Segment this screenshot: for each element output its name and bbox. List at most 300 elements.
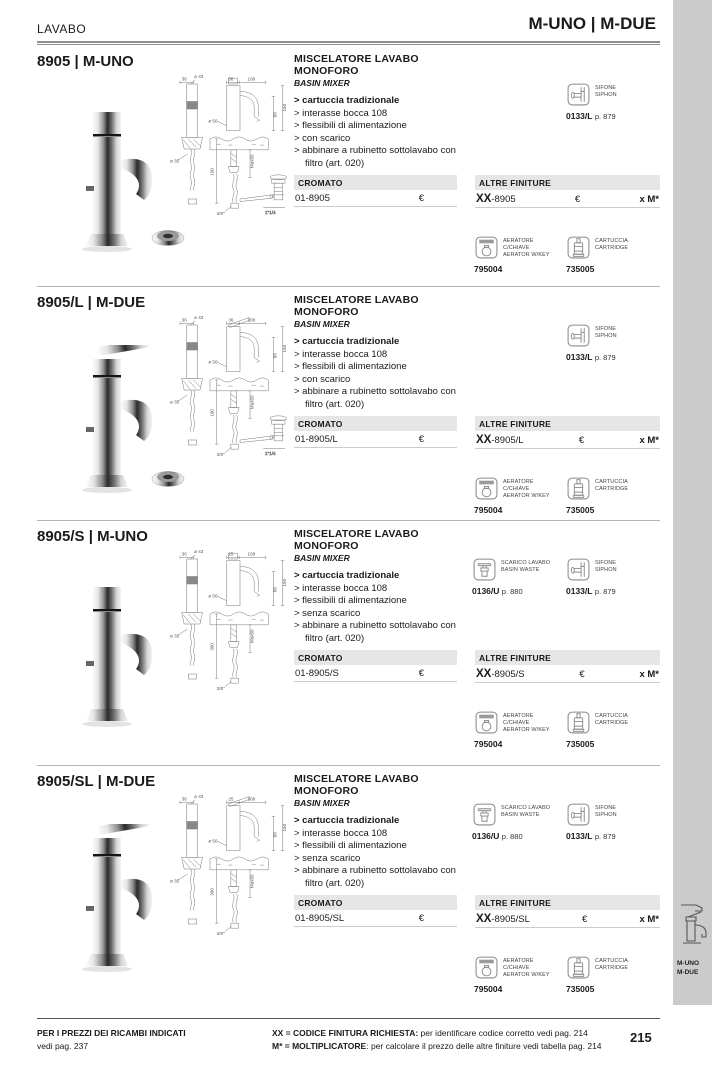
technical-drawing (170, 315, 295, 465)
article-code (476, 434, 524, 446)
siphon-icon (571, 562, 584, 577)
drain-photo (152, 231, 184, 246)
accessory-label-line2: SIPHON (595, 566, 617, 573)
accessory-icon (566, 802, 591, 827)
article-code (476, 913, 530, 925)
faucet-base (86, 709, 128, 721)
feature-item: > flessibili di alimentazione (294, 595, 407, 607)
accessory-code (472, 831, 556, 841)
feature-item: > interasse bocca 108 (294, 582, 388, 594)
product-code-heading: 8905/L | M-DUE (37, 294, 146, 311)
faucet-base (86, 234, 128, 246)
faucet-base (86, 954, 128, 966)
price-table-altre-finiture (475, 650, 660, 683)
faucet-pin (86, 186, 94, 191)
spare-part-code (566, 739, 650, 749)
dim-h-hose: 190 (209, 168, 215, 176)
spare-part-code (566, 505, 650, 515)
aux-accessory (472, 557, 556, 596)
spare-part (566, 955, 650, 994)
accessory-code (472, 586, 556, 596)
price-table-header: CROMATO (294, 650, 457, 665)
dim-w-side: 36 (181, 796, 187, 802)
price-row (294, 190, 457, 207)
dim-h-total: 150 (281, 344, 287, 353)
spare-label-line2: CARTRIDGE (595, 719, 629, 726)
spare-label-line2: CARTRIDGE (595, 964, 629, 971)
footer-left-line2: vedi pag. 237 (37, 1040, 89, 1051)
feature-item: > abbinare a rubinetto sottolavabo con filtro (art. 020) (294, 145, 456, 169)
spare-part-label (503, 710, 558, 734)
spare-part-label (595, 955, 628, 972)
spare-code-bold: 795004 (474, 739, 503, 749)
product-code-heading: 8905/S | M-UNO (37, 528, 148, 545)
dim-max: Max50 (249, 629, 255, 644)
feature-item: > cartuccia tradizionale (294, 815, 400, 826)
spare-label-line2: AERATOR W/KEY (503, 726, 550, 733)
dim-thread: 3/8" (216, 685, 225, 691)
dim-h-hose: 390 (209, 888, 215, 896)
multiplier-label: x M* (639, 194, 659, 205)
price-table-altre-finiture (475, 416, 660, 449)
feature-item: > abbinare a rubinetto sottolavabo con filtro (art. 020) (294, 865, 456, 889)
dim-w-side: 36 (181, 76, 187, 82)
spare-parts (474, 955, 650, 994)
article-code-suffix: -8905/L (491, 435, 524, 446)
product-title: MISCELATORE LAVABO MONOFORO (294, 773, 419, 797)
dim-h-spout: 88 (272, 587, 278, 593)
product-subtitle: BASIN MIXER (294, 78, 350, 88)
side-index-tab (676, 893, 710, 978)
accessory-icon (566, 323, 591, 348)
cartridge-icon (566, 710, 591, 735)
aerator-icon (474, 235, 499, 260)
accessory-icon (566, 82, 591, 107)
spare-part (566, 710, 650, 749)
accessory-page-ref: p. 880 (501, 832, 523, 841)
accessory-label-line1: SIFONE (595, 85, 617, 91)
faucet-pin (86, 427, 94, 432)
currency-symbol: € (418, 913, 424, 924)
product-description (294, 53, 476, 170)
faucet-body (93, 612, 121, 709)
dim-dia-hole: ø 35 (170, 399, 180, 405)
feature-item: > abbinare a rubinetto sottolavabo con filtro (art. 020) (294, 620, 456, 644)
article-code (476, 668, 525, 680)
drain-drawing (240, 416, 287, 456)
finish-code-placeholder: XX (476, 193, 492, 205)
price-table-header: ALTRE FINITURE (475, 175, 660, 190)
spare-part-code (474, 984, 558, 994)
cartridge-icon (566, 955, 591, 980)
spare-label-line2: AERATOR W/KEY (503, 971, 550, 978)
currency-symbol: € (578, 435, 585, 446)
footer-note-m-rest: : per calcolare il prezzo delle altre finiture vedi tabella pag. 214 (366, 1040, 602, 1051)
currency-symbol: € (418, 193, 424, 204)
spare-part-label (503, 235, 558, 259)
price-row (294, 665, 457, 682)
faucet-shadow (82, 246, 132, 252)
drain-photo (152, 472, 184, 487)
dim-dia-base: ø 50 (208, 359, 218, 365)
accessory-code (566, 586, 650, 596)
dim-dia-top: ø 43 (194, 794, 204, 800)
article-code-suffix: -8905/SL (491, 914, 530, 925)
dim-dia-base: ø 50 (208, 118, 218, 124)
footer-note-xx-rest: per identificare codice corretto vedi pag. 214 (418, 1028, 588, 1038)
aux-accessory (472, 802, 556, 841)
feature-item: > senza scarico (294, 852, 361, 864)
dim-h-total: 150 (281, 103, 287, 112)
currency-symbol: € (579, 669, 585, 680)
spare-code-bold: 735005 (566, 505, 595, 515)
feature-item: > interasse bocca 108 (294, 107, 388, 119)
price-row (294, 910, 457, 927)
faucet-pin (86, 906, 94, 911)
article-code: 01-8905/SL (295, 913, 345, 924)
faucet-base (86, 475, 128, 487)
spare-label-line1: AERATORE C/CHIAVE (503, 713, 534, 726)
technical-drawing (170, 549, 295, 699)
aux-accessories (472, 802, 650, 841)
footer-note-m-bold: M* = MOLTIPLICATORE (272, 1040, 367, 1051)
article-code-suffix: -8905 (491, 194, 516, 205)
feature-item: > cartuccia tradizionale (294, 570, 400, 581)
faucet-tab-icon (676, 893, 710, 955)
dim-dia-hole: ø 35 (170, 633, 180, 639)
spare-part-label (595, 710, 628, 727)
accessory-page-ref: p. 880 (501, 587, 523, 596)
faucet-spout (121, 400, 152, 441)
spare-part-label (595, 235, 628, 252)
feature-item: > interasse bocca 108 (294, 827, 388, 839)
product-description (294, 773, 476, 890)
footer-left (37, 1027, 186, 1053)
accessory-label-line1: SCARICO LAVABO (501, 560, 551, 566)
dim-drain: 1"1/4 (265, 451, 276, 456)
currency-symbol: € (418, 434, 424, 445)
faucet-spout (121, 879, 152, 920)
accessory-code-bold: 0136/U (472, 586, 500, 596)
page-number: 215 (630, 1030, 652, 1045)
product-subtitle: BASIN MIXER (294, 798, 350, 808)
product-description (294, 528, 476, 645)
dim-h-hose: 190 (209, 409, 215, 417)
product-section (37, 46, 660, 287)
article-code: 01-8905 (295, 193, 330, 204)
feature-item: > cartuccia tradizionale (294, 336, 400, 347)
spare-part-label (503, 955, 558, 979)
aerator-icon (474, 710, 499, 735)
accessory-code-bold: 0136/U (472, 831, 500, 841)
product-section (37, 521, 660, 766)
spare-part (566, 476, 650, 515)
product-description (294, 294, 476, 411)
multiplier-label: x M* (639, 669, 659, 680)
spare-label-line1: CARTUCCIA (595, 958, 628, 964)
footer-note-xx-bold: XX = CODICE FINITURA RICHIESTA: (272, 1028, 419, 1038)
spare-label-line1: CARTUCCIA (595, 479, 628, 485)
accessory-label (595, 802, 617, 819)
multiplier-label: x M* (639, 914, 659, 925)
spare-part-code (474, 505, 558, 515)
accessory-label-line1: SIFONE (595, 560, 617, 566)
lever-handle (93, 345, 150, 378)
side-index-strip (673, 0, 712, 1005)
aux-accessory (566, 557, 650, 596)
article-code-suffix: -8905/S (491, 669, 525, 680)
spare-label-line1: AERATORE C/CHIAVE (503, 958, 534, 971)
feature-item: > abbinare a rubinetto sottolavabo con filtro (art. 020) (294, 386, 456, 410)
knob-handle (93, 587, 121, 612)
spare-part-code (566, 984, 650, 994)
aux-accessories (472, 557, 650, 596)
price-table-altre-finiture (475, 895, 660, 928)
price-row (475, 431, 660, 449)
spare-code-bold: 795004 (474, 505, 503, 515)
feature-list (294, 815, 476, 890)
spare-label-line2: AERATOR W/KEY (503, 251, 550, 258)
currency-symbol: € (582, 914, 588, 925)
accessory-label (595, 323, 617, 340)
feature-item: > cartuccia tradizionale (294, 95, 400, 106)
collection-title: M-UNO | M-DUE (528, 14, 656, 33)
article-code: 01-8905/L (295, 434, 338, 445)
faucet-body (93, 137, 121, 234)
spare-label-line1: CARTUCCIA (595, 238, 628, 244)
dim-w-side: 36 (181, 317, 187, 323)
spare-label-line1: AERATORE C/CHIAVE (503, 479, 534, 492)
price-table-header: ALTRE FINITURE (475, 895, 660, 910)
price-row (294, 431, 457, 448)
cartridge-icon (566, 476, 591, 501)
accessory-code (566, 831, 650, 841)
accessory-code (566, 352, 650, 362)
accessory-label (595, 557, 617, 574)
price-table-cromato (294, 650, 457, 682)
dim-dia-base: ø 50 (208, 593, 218, 599)
feature-list (294, 336, 476, 411)
currency-symbol: € (418, 668, 424, 679)
price-table-header: ALTRE FINITURE (475, 416, 660, 431)
accessory-icon (472, 802, 497, 827)
feature-item: > flessibili di alimentazione (294, 120, 407, 132)
accessory-page-ref: p. 879 (594, 353, 616, 362)
dim-max: Max50 (249, 395, 255, 410)
spare-code-bold: 735005 (566, 984, 595, 994)
spare-code-bold: 735005 (566, 264, 595, 274)
spare-parts (474, 235, 650, 274)
dim-w-front: 36 (228, 76, 234, 82)
accessory-label-line2: SIPHON (595, 91, 617, 98)
faucet-shadow (82, 487, 132, 493)
accessory-label-line2: BASIN WASTE (501, 811, 540, 818)
price-table-header: CROMATO (294, 416, 457, 431)
aux-accessories (566, 82, 650, 121)
faucet-body (93, 857, 121, 954)
dim-h-spout: 88 (272, 112, 278, 118)
dim-dia-top: ø 43 (194, 315, 204, 321)
feature-item: > interasse bocca 108 (294, 348, 388, 360)
dim-w-front: 25 (228, 796, 234, 802)
price-table-header: CROMATO (294, 175, 457, 190)
spare-parts (474, 710, 650, 749)
knob-handle (93, 112, 121, 137)
accessory-label-line1: SIFONE (595, 805, 617, 811)
dim-h-spout: 88 (272, 353, 278, 359)
spare-label-line2: CARTRIDGE (595, 485, 629, 492)
footer-left-line1: PER I PREZZI DEI RICAMBI INDICATI (37, 1028, 186, 1038)
price-row (475, 910, 660, 928)
multiplier-label: x M* (639, 435, 659, 446)
product-sections (37, 46, 660, 1015)
spare-parts (474, 476, 650, 515)
dim-dia-base: ø 50 (208, 838, 218, 844)
dim-dia-top: ø 43 (194, 549, 204, 555)
drain-drawing (240, 175, 287, 215)
footer-rule (37, 1018, 660, 1019)
spare-part-label (595, 476, 628, 493)
product-title: MISCELATORE LAVABO MONOFORO (294, 294, 419, 318)
faucet-pin (86, 661, 94, 666)
price-table-cromato (294, 895, 457, 927)
price-table-header: CROMATO (294, 895, 457, 910)
dim-h-total: 150 (281, 823, 287, 832)
spare-part-label (503, 476, 558, 500)
spare-code-bold: 795004 (474, 264, 503, 274)
dim-spout-len: 108 (247, 76, 256, 82)
spare-part (474, 955, 558, 994)
dim-w-front: 25 (228, 551, 234, 557)
aux-accessory (566, 82, 650, 121)
dim-max: Max50 (249, 154, 255, 169)
article-code: 01-8905/S (295, 668, 339, 679)
price-table-cromato (294, 416, 457, 448)
footer-notes (272, 1027, 612, 1053)
faucet-spout (121, 159, 152, 200)
accessory-code-bold: 0133/L (566, 586, 593, 596)
accessory-label-line2: SIPHON (595, 332, 617, 339)
accessory-code-bold: 0133/L (566, 352, 593, 362)
product-subtitle: BASIN MIXER (294, 319, 350, 329)
feature-list (294, 570, 476, 645)
dim-thread: 3/8" (216, 930, 225, 936)
faucet-body (93, 378, 121, 475)
technical-drawing (170, 74, 295, 224)
spare-label-line2: CARTRIDGE (595, 244, 629, 251)
accessory-code (566, 111, 650, 121)
price-table-altre-finiture (475, 175, 660, 208)
dim-spout-len: 108 (247, 317, 256, 323)
feature-item: > flessibili di alimentazione (294, 840, 407, 852)
faucet-spout (121, 634, 152, 675)
dim-spout-len: 108 (247, 796, 256, 802)
basin-waste-icon (478, 809, 491, 822)
price-table-header: ALTRE FINITURE (475, 650, 660, 665)
product-title: MISCELATORE LAVABO MONOFORO (294, 53, 419, 77)
currency-symbol: € (574, 194, 581, 205)
feature-item: > flessibili di alimentazione (294, 361, 407, 373)
feature-item: > con scarico (294, 373, 351, 385)
spare-label-line1: CARTUCCIA (595, 713, 628, 719)
dim-h-total: 150 (281, 578, 287, 587)
lever-handle (93, 824, 150, 857)
spare-part (566, 235, 650, 274)
faucet-shadow (82, 966, 132, 972)
spare-part (474, 235, 558, 274)
dim-thread: 3/8" (216, 210, 225, 216)
price-row (475, 190, 660, 208)
cartridge-icon (566, 235, 591, 260)
dim-thread: 3/8" (216, 451, 225, 457)
finish-code-placeholder: XX (476, 913, 492, 925)
product-section (37, 766, 660, 1015)
technical-drawing (170, 794, 295, 944)
feature-item: > con scarico (294, 132, 351, 144)
price-table-cromato (294, 175, 457, 207)
dim-w-side: 36 (181, 551, 187, 557)
header-rule (37, 41, 660, 45)
footer-note-m (272, 1040, 612, 1053)
tab-label-m-uno: M-UNO (677, 960, 700, 967)
dim-dia-top: ø 43 (194, 74, 204, 80)
siphon-icon (571, 328, 584, 343)
accessory-label (501, 802, 550, 819)
accessory-page-ref: p. 879 (594, 587, 616, 596)
dim-dia-hole: ø 35 (170, 158, 180, 164)
product-subtitle: BASIN MIXER (294, 553, 350, 563)
price-row (475, 665, 660, 683)
footer-note-xx (272, 1027, 612, 1040)
product-code-heading: 8905 | M-UNO (37, 53, 134, 70)
product-section (37, 287, 660, 521)
accessory-label-line1: SCARICO LAVABO (501, 805, 551, 811)
spare-label-line2: AERATOR W/KEY (503, 492, 550, 499)
dim-dia-hole: ø 35 (170, 878, 180, 884)
finish-code-placeholder: XX (476, 434, 492, 446)
accessory-label-line1: SIFONE (595, 326, 617, 332)
accessory-label-line2: SIPHON (595, 811, 617, 818)
accessory-label-line2: BASIN WASTE (501, 566, 540, 573)
aerator-icon (474, 476, 499, 501)
aux-accessory (566, 802, 650, 841)
dim-h-spout: 88 (272, 832, 278, 838)
accessory-page-ref: p. 879 (594, 112, 616, 121)
feature-item: > senza scarico (294, 607, 361, 619)
dim-max: Max50 (249, 874, 255, 889)
dim-drain: 1"1/4 (265, 210, 276, 216)
accessory-code-bold: 0133/L (566, 831, 593, 841)
spare-label-line1: AERATORE C/CHIAVE (503, 238, 534, 251)
category-label: LAVABO (37, 22, 87, 36)
spare-code-bold: 735005 (566, 739, 595, 749)
aux-accessory (566, 323, 650, 362)
spare-part (474, 710, 558, 749)
finish-code-placeholder: XX (476, 668, 492, 680)
product-code-heading: 8905/SL | M-DUE (37, 773, 156, 790)
aux-accessories (566, 323, 650, 362)
article-code (476, 193, 516, 205)
dim-spout-len: 108 (247, 551, 256, 557)
dim-h-hose: 390 (209, 643, 215, 651)
spare-part-code (474, 739, 558, 749)
spare-code-bold: 795004 (474, 984, 503, 994)
aerator-icon (474, 955, 499, 980)
basin-waste-icon (478, 564, 491, 577)
siphon-icon (571, 87, 584, 102)
accessory-label (595, 82, 617, 99)
accessory-icon (472, 557, 497, 582)
